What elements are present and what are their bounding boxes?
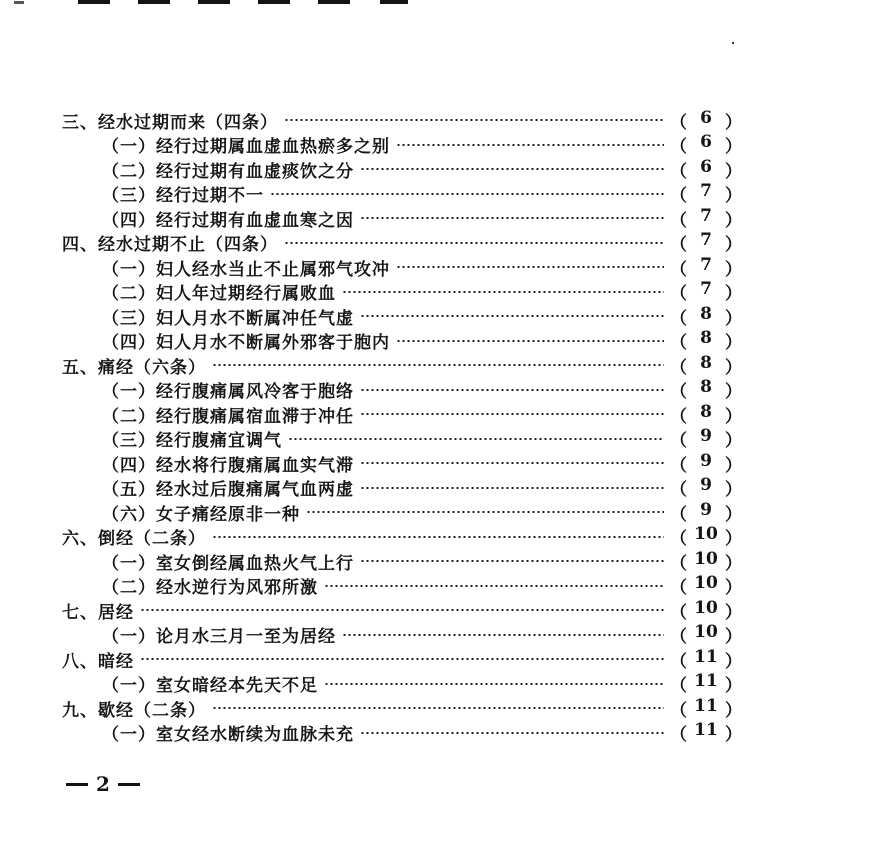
page-number-value: 10 bbox=[694, 548, 718, 569]
scan-top-edge bbox=[0, 0, 870, 12]
page-number-value: 10 bbox=[694, 573, 718, 594]
page-number-value: 8 bbox=[700, 401, 712, 422]
page-number-value: 9 bbox=[700, 426, 712, 447]
page-bracket-open: （ bbox=[670, 308, 687, 329]
toc-entry-page bbox=[670, 157, 742, 182]
page-bracket-open: （ bbox=[670, 431, 687, 452]
toc-entry-title: 六、倒经（二条） bbox=[62, 529, 206, 550]
page-bracket-close: ） bbox=[725, 455, 742, 476]
dot-leader bbox=[324, 683, 664, 685]
scan-mark bbox=[14, 1, 24, 4]
page-bracket-open: （ bbox=[670, 504, 687, 525]
page-bracket-open: （ bbox=[670, 700, 687, 721]
dot-leader bbox=[324, 585, 664, 587]
page-number-value: 11 bbox=[694, 695, 718, 716]
dot-leader bbox=[284, 242, 664, 244]
toc-subsection-entry bbox=[62, 672, 742, 697]
toc-entry-title: （二）经水逆行为风邪所激 bbox=[102, 578, 318, 599]
footer-dash-right bbox=[118, 783, 140, 786]
page-bracket-open: （ bbox=[670, 578, 687, 599]
page-bracket-open: （ bbox=[670, 627, 687, 648]
page-bracket-close: ） bbox=[725, 553, 742, 574]
toc-entry-page bbox=[670, 181, 742, 206]
page-number-value: 7 bbox=[700, 181, 712, 202]
scan-bar bbox=[198, 0, 230, 4]
page-number-value: 6 bbox=[700, 132, 712, 153]
dot-leader bbox=[288, 438, 664, 440]
dot-leader bbox=[360, 732, 664, 734]
toc-subsection-entry bbox=[62, 133, 742, 158]
page-bracket-open: （ bbox=[670, 161, 687, 182]
toc-entry-title: （三）妇人月水不断属冲任气虚 bbox=[102, 308, 354, 329]
page-number-value: 8 bbox=[700, 377, 712, 398]
toc-entry-page bbox=[670, 622, 742, 647]
toc-section-entry bbox=[62, 647, 742, 672]
page-bracket-open: （ bbox=[670, 480, 687, 501]
toc-entry-title: 七、居经 bbox=[62, 602, 134, 623]
toc-entry-title: 三、经水过期而来（四条） bbox=[62, 112, 278, 133]
toc-entry-page bbox=[670, 328, 742, 353]
page-bracket-close: ） bbox=[725, 676, 742, 697]
page-number-value: 8 bbox=[700, 328, 712, 349]
toc-subsection-entry bbox=[62, 378, 742, 403]
toc-subsection-entry bbox=[62, 329, 742, 354]
page-number-value: 10 bbox=[694, 622, 718, 643]
toc-entry-page bbox=[670, 279, 742, 304]
page-bracket-close: ） bbox=[725, 333, 742, 354]
page-number-value: 6 bbox=[700, 156, 712, 177]
toc-entry-title: （一）论月水三月一至为居经 bbox=[102, 627, 336, 648]
toc-subsection-entry bbox=[62, 402, 742, 427]
toc-entry-page bbox=[670, 206, 742, 231]
page-number-value: 7 bbox=[700, 205, 712, 226]
toc-entry-title: （一）妇人经水当止不止属邪气攻冲 bbox=[102, 259, 390, 280]
toc-subsection-entry bbox=[62, 427, 742, 452]
toc-entry-page bbox=[670, 451, 742, 476]
page-bracket-close: ） bbox=[725, 627, 742, 648]
toc-subsection-entry bbox=[62, 549, 742, 574]
page-bracket-open: （ bbox=[670, 333, 687, 354]
toc-subsection-entry bbox=[62, 500, 742, 525]
dot-leader bbox=[140, 658, 664, 660]
page-bracket-close: ） bbox=[725, 504, 742, 525]
toc-entry-title: （一）室女暗经本先天不足 bbox=[102, 676, 318, 697]
page-footer bbox=[66, 772, 140, 796]
page-bracket-open: （ bbox=[670, 676, 687, 697]
toc-entry-title: 九、歇经（二条） bbox=[62, 700, 206, 721]
dot-leader bbox=[396, 266, 664, 268]
page-bracket-open: （ bbox=[670, 284, 687, 305]
page-number-value: 8 bbox=[700, 303, 712, 324]
page-bracket-open: （ bbox=[670, 210, 687, 231]
scan-speck bbox=[732, 42, 734, 44]
page-number-value: 10 bbox=[694, 524, 718, 545]
scan-bar bbox=[138, 0, 170, 4]
dot-leader bbox=[360, 560, 664, 562]
dot-leader bbox=[342, 634, 664, 636]
toc-entry-page bbox=[670, 647, 742, 672]
dot-leader bbox=[306, 511, 664, 513]
toc-subsection-entry bbox=[62, 304, 742, 329]
toc-entry-title: （三）经行过期不一 bbox=[102, 186, 264, 207]
page-bracket-close: ） bbox=[725, 235, 742, 256]
toc-entry-title: （一）经行腹痛属风冷客于胞络 bbox=[102, 382, 354, 403]
page-bracket-close: ） bbox=[725, 357, 742, 378]
page-bracket-close: ） bbox=[725, 529, 742, 550]
toc-section-entry bbox=[62, 353, 742, 378]
page-bracket-close: ） bbox=[725, 578, 742, 599]
toc-subsection-entry bbox=[62, 255, 742, 280]
page-bracket-open: （ bbox=[670, 455, 687, 476]
dot-leader bbox=[284, 119, 664, 121]
toc-entry-page bbox=[670, 304, 742, 329]
toc-section-entry bbox=[62, 696, 742, 721]
page-bracket-close: ） bbox=[725, 259, 742, 280]
page-bracket-close: ） bbox=[725, 137, 742, 158]
page-number-value: 11 bbox=[694, 646, 718, 667]
toc-entry-page bbox=[670, 598, 742, 623]
toc-entry-page bbox=[670, 549, 742, 574]
page-bracket-close: ） bbox=[725, 112, 742, 133]
toc-entry-page bbox=[670, 132, 742, 157]
toc-entry-title: （一）室女倒经属血热火气上行 bbox=[102, 553, 354, 574]
toc-entry-title: （二）经行腹痛属宿血滞于冲任 bbox=[102, 406, 354, 427]
toc-section-entry bbox=[62, 598, 742, 623]
toc-entry-page bbox=[670, 230, 742, 255]
toc-section-entry bbox=[62, 231, 742, 256]
toc-entry-title: （四）经水将行腹痛属血实气滞 bbox=[102, 455, 354, 476]
dot-leader bbox=[360, 487, 664, 489]
dot-leader bbox=[360, 462, 664, 464]
toc-subsection-entry bbox=[62, 721, 742, 746]
toc-entry-page bbox=[670, 720, 742, 745]
toc-entry-title: （三）经行腹痛宜调气 bbox=[102, 431, 282, 452]
toc-entry-title: （一）室女经水断续为血脉未充 bbox=[102, 725, 354, 746]
toc-entry-title: 四、经水过期不止（四条） bbox=[62, 235, 278, 256]
page-bracket-open: （ bbox=[670, 651, 687, 672]
toc-entry-page bbox=[670, 402, 742, 427]
toc-subsection-entry bbox=[62, 280, 742, 305]
toc-subsection-entry bbox=[62, 476, 742, 501]
dot-leader bbox=[342, 291, 664, 293]
dot-leader bbox=[212, 536, 664, 538]
dot-leader bbox=[360, 413, 664, 415]
page-number-value: 7 bbox=[700, 230, 712, 251]
page-bracket-open: （ bbox=[670, 529, 687, 550]
toc-entry-title: 五、痛经（六条） bbox=[62, 357, 206, 378]
page-bracket-open: （ bbox=[670, 112, 687, 133]
dot-leader bbox=[396, 144, 664, 146]
page-bracket-open: （ bbox=[670, 259, 687, 280]
toc-entry-title: （六）女子痛经原非一种 bbox=[102, 504, 300, 525]
page-bracket-close: ） bbox=[725, 284, 742, 305]
toc-entry-page bbox=[670, 696, 742, 721]
toc-entry-title: （四）妇人月水不断属外邪客于胞内 bbox=[102, 333, 390, 354]
scan-bar bbox=[258, 0, 290, 4]
page-bracket-close: ） bbox=[725, 651, 742, 672]
toc-entry-title: （一）经行过期属血虚血热瘀多之别 bbox=[102, 137, 390, 158]
dot-leader bbox=[360, 168, 664, 170]
page-bracket-close: ） bbox=[725, 406, 742, 427]
toc-subsection-entry bbox=[62, 451, 742, 476]
toc-entry-title: （四）经行过期有血虚血寒之因 bbox=[102, 210, 354, 231]
toc-subsection-entry bbox=[62, 574, 742, 599]
page-bracket-open: （ bbox=[670, 602, 687, 623]
toc-subsection-entry bbox=[62, 206, 742, 231]
toc-entry-page bbox=[670, 573, 742, 598]
page-number: 2 bbox=[96, 772, 110, 796]
dot-leader bbox=[360, 315, 664, 317]
toc-entry-page bbox=[670, 524, 742, 549]
scan-bar bbox=[318, 0, 350, 4]
toc-entry-title: 八、暗经 bbox=[62, 651, 134, 672]
toc-entry-title: （五）经水过后腹痛属气血两虚 bbox=[102, 480, 354, 501]
page-bracket-open: （ bbox=[670, 553, 687, 574]
page-number-value: 9 bbox=[700, 499, 712, 520]
table-of-contents bbox=[62, 108, 742, 745]
toc-entry-page bbox=[670, 255, 742, 280]
page-bracket-open: （ bbox=[670, 357, 687, 378]
toc-entry-title: （二）妇人年过期经行属败血 bbox=[102, 284, 336, 305]
page-bracket-close: ） bbox=[725, 186, 742, 207]
dot-leader bbox=[396, 340, 664, 342]
page-bracket-open: （ bbox=[670, 137, 687, 158]
page-bracket-open: （ bbox=[670, 725, 687, 746]
page-bracket-open: （ bbox=[670, 406, 687, 427]
dot-leader bbox=[270, 193, 664, 195]
page-bracket-open: （ bbox=[670, 235, 687, 256]
page-number-value: 6 bbox=[700, 107, 712, 128]
page-bracket-close: ） bbox=[725, 161, 742, 182]
toc-subsection-entry bbox=[62, 623, 742, 648]
scan-bar bbox=[380, 0, 408, 4]
page-number-value: 7 bbox=[700, 279, 712, 300]
page-bracket-open: （ bbox=[670, 382, 687, 403]
page-bracket-open: （ bbox=[670, 186, 687, 207]
page-bracket-close: ） bbox=[725, 602, 742, 623]
toc-subsection-entry bbox=[62, 182, 742, 207]
dot-leader bbox=[212, 707, 664, 709]
page-number-value: 11 bbox=[694, 671, 718, 692]
toc-entry-page bbox=[670, 108, 742, 133]
toc-entry-title: （二）经行过期有血虚痰饮之分 bbox=[102, 161, 354, 182]
scan-bar bbox=[78, 0, 110, 4]
toc-entry-page bbox=[670, 671, 742, 696]
page-bracket-close: ） bbox=[725, 431, 742, 452]
dot-leader bbox=[360, 389, 664, 391]
dot-leader bbox=[360, 217, 664, 219]
footer-dash-left bbox=[66, 783, 88, 786]
page-bracket-close: ） bbox=[725, 308, 742, 329]
toc-entry-page bbox=[670, 377, 742, 402]
dot-leader bbox=[140, 609, 664, 611]
toc-section-entry bbox=[62, 108, 742, 133]
page-number-value: 7 bbox=[700, 254, 712, 275]
page-bracket-close: ） bbox=[725, 725, 742, 746]
toc-subsection-entry bbox=[62, 157, 742, 182]
page-bracket-close: ） bbox=[725, 382, 742, 403]
toc-entry-page bbox=[670, 475, 742, 500]
page-bracket-close: ） bbox=[725, 210, 742, 231]
page-number-value: 8 bbox=[700, 352, 712, 373]
page-number-value: 9 bbox=[700, 450, 712, 471]
page-number-value: 9 bbox=[700, 475, 712, 496]
dot-leader bbox=[212, 364, 664, 366]
toc-section-entry bbox=[62, 525, 742, 550]
toc-entry-page bbox=[670, 353, 742, 378]
page-number-value: 10 bbox=[694, 597, 718, 618]
page-number-value: 11 bbox=[694, 720, 718, 741]
toc-entry-page bbox=[670, 426, 742, 451]
page-bracket-close: ） bbox=[725, 700, 742, 721]
toc-entry-page bbox=[670, 500, 742, 525]
page-bracket-close: ） bbox=[725, 480, 742, 501]
